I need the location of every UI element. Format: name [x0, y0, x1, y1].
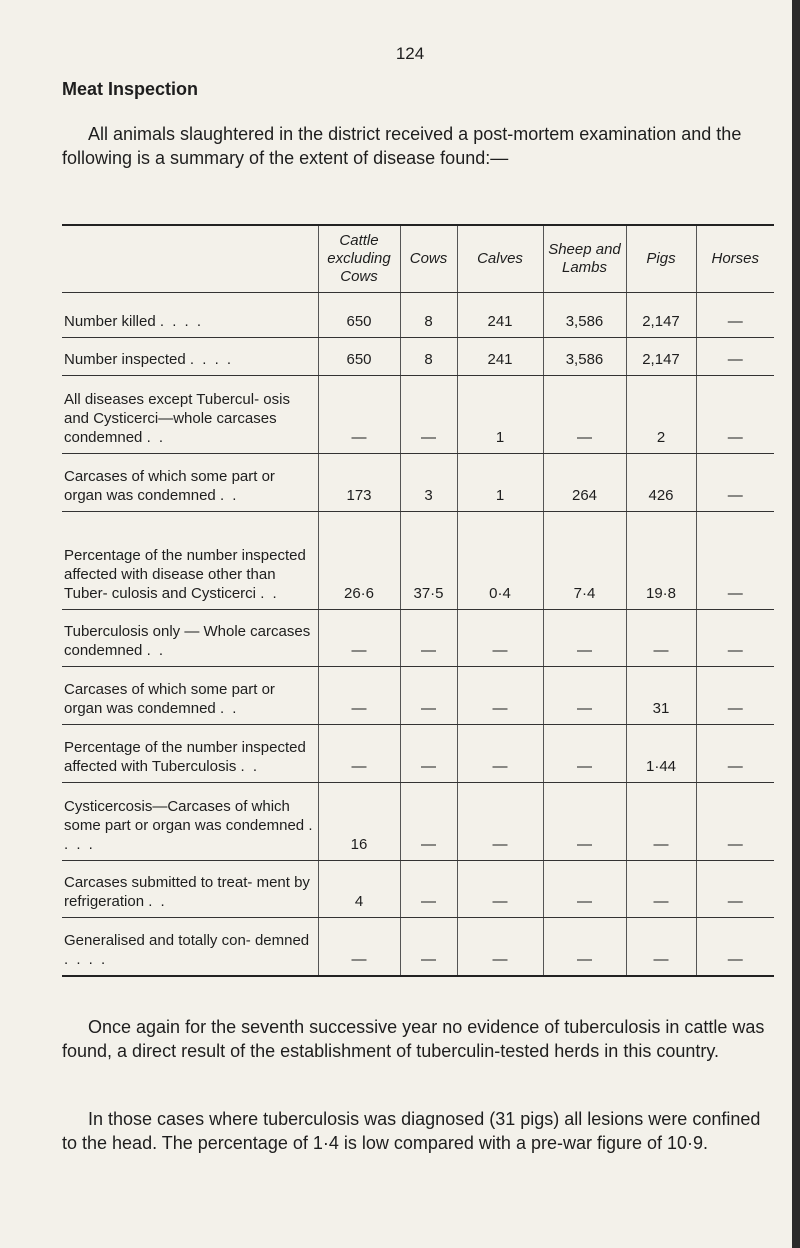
table-cell: 16	[318, 783, 400, 861]
table-cell: 241	[457, 338, 543, 376]
table-cell: —	[543, 918, 626, 976]
header-cattle: Cattle excluding Cows	[318, 225, 400, 293]
table-cell: 2	[626, 376, 696, 454]
table-cell: —	[318, 918, 400, 976]
table-cell: —	[543, 861, 626, 918]
row-label-text: All diseases except Tubercul- osis and Cysticerci—whole carcases condemned	[64, 391, 290, 446]
table-cell: —	[696, 861, 774, 918]
table-cell: 650	[318, 293, 400, 338]
table-cell: 1	[457, 454, 543, 512]
leader-dots: . .	[146, 429, 166, 446]
table-cell: —	[400, 376, 457, 454]
table-cell: —	[457, 725, 543, 783]
table-cell: —	[543, 610, 626, 667]
row-label-text: Percentage of the number inspected affected with disease other than Tuber- culosis and Cysticerci	[64, 547, 306, 602]
table-cell: —	[543, 725, 626, 783]
table-cell: —	[318, 667, 400, 725]
section-heading: Meat Inspection	[62, 79, 199, 99]
table-cell: —	[543, 376, 626, 454]
row-label-text: Tuberculosis only — Whole carcases condemned	[64, 623, 311, 659]
leader-dots: . .	[219, 700, 239, 717]
table-cell: —	[696, 667, 774, 725]
table-cell: —	[696, 783, 774, 861]
table-row	[62, 376, 774, 454]
row-label	[62, 610, 318, 667]
leader-dots: . . . .	[189, 351, 234, 368]
table-cell: 19·8	[626, 512, 696, 610]
table-cell: 3,586	[543, 338, 626, 376]
page-number: 124	[395, 44, 425, 63]
table-cell: —	[318, 725, 400, 783]
table-cell: —	[543, 783, 626, 861]
table-cell: —	[696, 454, 774, 512]
table-cell: 31	[626, 667, 696, 725]
leader-dots: . . . .	[159, 313, 204, 330]
table-cell: —	[626, 783, 696, 861]
table-cell: 26·6	[318, 512, 400, 610]
header-horses: Horses	[696, 225, 774, 293]
row-label-text: Number inspected	[64, 351, 186, 368]
table-cell: —	[400, 861, 457, 918]
intro-paragraph: All animals slaughtered in the district received a post-mortem examination and the following is a summary of the extent of disease found:—	[62, 124, 742, 168]
table-row	[62, 667, 774, 725]
table-cell: —	[400, 667, 457, 725]
page-edge	[792, 0, 800, 1248]
table-cell: —	[400, 610, 457, 667]
row-label-text: Number killed	[64, 313, 156, 330]
table-cell: 3	[400, 454, 457, 512]
table-cell: —	[696, 610, 774, 667]
table-cell: 1·44	[626, 725, 696, 783]
table-cell: 0·4	[457, 512, 543, 610]
table-row	[62, 610, 774, 667]
leader-dots: . .	[240, 758, 260, 775]
table-cell: —	[696, 725, 774, 783]
row-label	[62, 454, 318, 512]
table-cell: —	[696, 293, 774, 338]
table-cell: —	[543, 667, 626, 725]
header-label-column	[62, 225, 318, 293]
table-cell: —	[400, 783, 457, 861]
row-label-text: Carcases of which some part or organ was condemned	[64, 681, 275, 717]
table-cell: —	[457, 783, 543, 861]
table-cell: 241	[457, 293, 543, 338]
table-cell: 264	[543, 454, 626, 512]
header-sheep: Sheep and Lambs	[543, 225, 626, 293]
row-label	[62, 667, 318, 725]
table-cell: —	[696, 376, 774, 454]
table-row	[62, 293, 774, 338]
leader-dots: . .	[219, 487, 239, 504]
table-cell: —	[400, 918, 457, 976]
leader-dots: . . . .	[64, 817, 315, 853]
table-cell: 8	[400, 293, 457, 338]
table-cell: —	[696, 512, 774, 610]
table-cell: —	[696, 338, 774, 376]
table-cell: 173	[318, 454, 400, 512]
row-label	[62, 725, 318, 783]
row-label	[62, 376, 318, 454]
header-cows: Cows	[400, 225, 457, 293]
row-label-text: Carcases submitted to treat- ment by refrigeration	[64, 874, 310, 910]
table-row	[62, 512, 774, 610]
leader-dots: . .	[146, 642, 166, 659]
table-cell: —	[626, 861, 696, 918]
table-row	[62, 861, 774, 918]
table-row	[62, 338, 774, 376]
table-cell: 7·4	[543, 512, 626, 610]
header-pigs: Pigs	[626, 225, 696, 293]
table-cell: 650	[318, 338, 400, 376]
table-cell: 8	[400, 338, 457, 376]
table-cell: —	[318, 610, 400, 667]
row-label-text: Percentage of the number inspected affected with Tuberculosis	[64, 739, 306, 775]
row-label	[62, 783, 318, 861]
table-row	[62, 918, 774, 976]
table-cell: —	[400, 725, 457, 783]
table-cell: 4	[318, 861, 400, 918]
table-cell: 2,147	[626, 293, 696, 338]
table-row	[62, 725, 774, 783]
row-label-text: Cysticercosis—Carcases of which some part or organ was condemned	[64, 798, 305, 834]
header-calves: Calves	[457, 225, 543, 293]
row-label-text: Generalised and totally con- demned	[64, 931, 310, 949]
table-header-row	[62, 225, 774, 293]
table-cell: —	[318, 376, 400, 454]
table-row	[62, 783, 774, 861]
table-cell: —	[457, 667, 543, 725]
table-row	[62, 454, 774, 512]
row-label	[62, 512, 318, 610]
row-label	[62, 293, 318, 338]
table-cell: 37·5	[400, 512, 457, 610]
leader-dots: . .	[260, 585, 279, 602]
row-label	[62, 338, 318, 376]
row-label	[62, 918, 318, 976]
table-cell: 1	[457, 376, 543, 454]
table-cell: 3,586	[543, 293, 626, 338]
tuberculosis-cattle-paragraph: Once again for the seventh successive year no evidence of tuberculosis in cattle was found, a direct result of the establishment of tuberculin-tested herds in this country.	[62, 1017, 765, 1061]
disease-summary-table	[62, 224, 774, 977]
leader-dots: . . . .	[64, 950, 108, 968]
table-cell: —	[626, 918, 696, 976]
table-cell: 426	[626, 454, 696, 512]
table-cell: —	[457, 861, 543, 918]
tuberculosis-pigs-paragraph: In those cases where tuberculosis was diagnosed (31 pigs) all lesions were confined to the head. The percentage of 1·4 is low compared with a pre-war figure of 10·9.	[62, 1109, 761, 1153]
row-label	[62, 861, 318, 918]
table-cell: 2,147	[626, 338, 696, 376]
row-label-text: Carcases of which some part or organ was condemned	[64, 468, 275, 504]
table-cell: —	[457, 918, 543, 976]
table-cell: —	[626, 610, 696, 667]
table-cell: —	[457, 610, 543, 667]
leader-dots: . .	[148, 893, 167, 910]
table-cell: —	[696, 918, 774, 976]
